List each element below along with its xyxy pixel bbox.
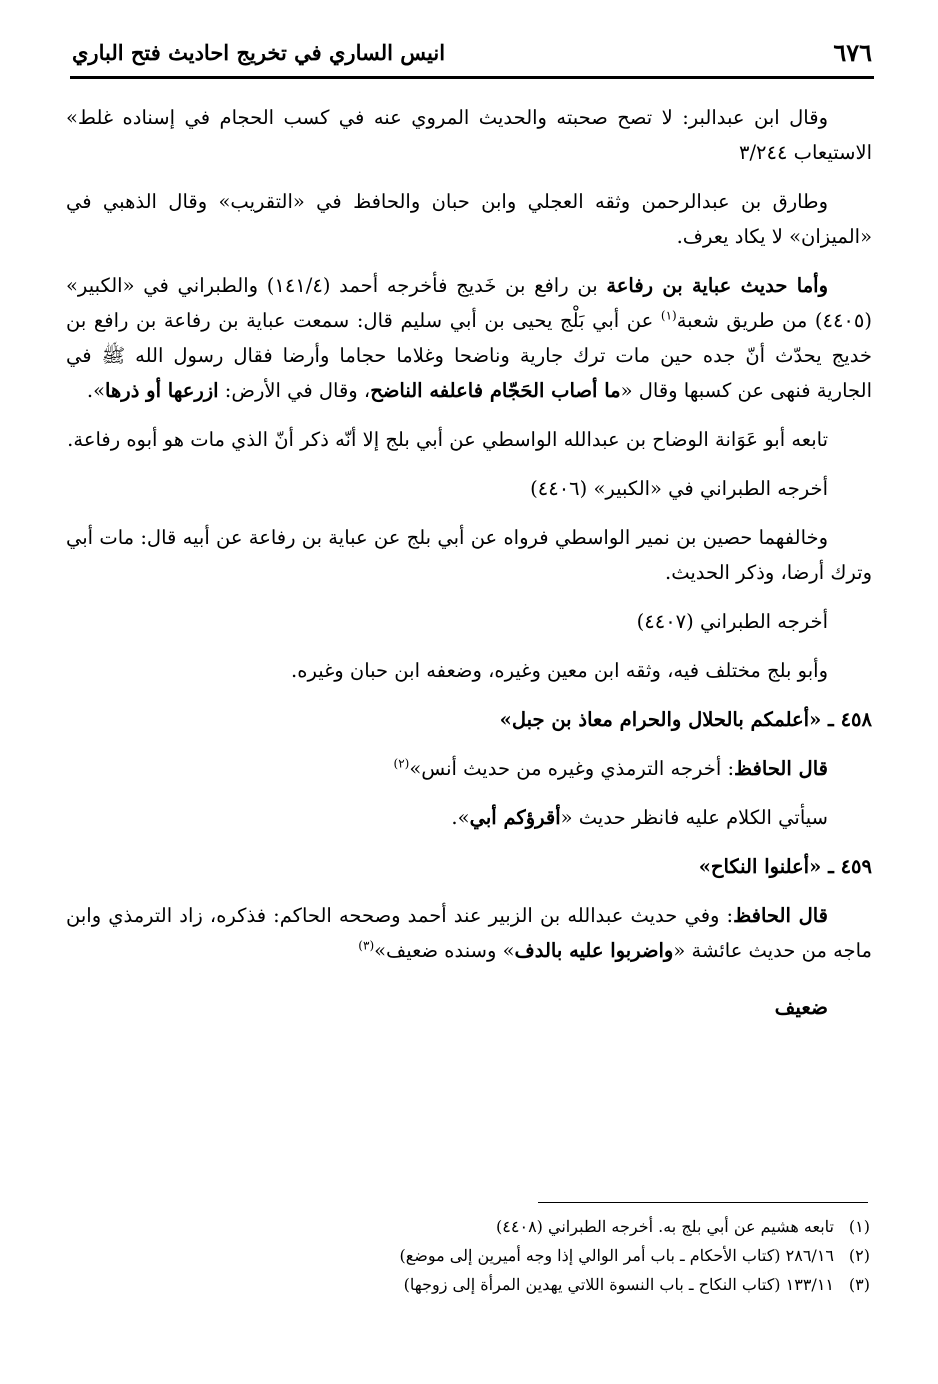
footnote-2 [64, 1241, 870, 1270]
footnote-number: (٢) [848, 1246, 870, 1265]
page-header [70, 34, 874, 79]
paragraph-10-bold-1: أقرؤكم أبي [469, 806, 561, 829]
paragraph-11-bold-1: واضربوا عليه بالدف [514, 939, 674, 962]
paragraph-8: وأبو بلج مختلف فيه، وثقه ابن معين وغيره، وضعفه ابن حبان وغيره. [291, 659, 828, 682]
page-number: ٦٧٦ [833, 38, 872, 67]
paragraph-3-text-2: عن أبي بَلْج يحيى بن أبي سليم قال: سمعت عباية بن رفاعة بن رافع بن خديج يحدّث أنّ جده حين مات ترك جارية وناضحا وغلاما حجاما وأرضا فقال رسول الله ﷺ في الجارية فنهى عن كسبها وقال « [66, 309, 872, 402]
paragraph-3-text-4: ». [86, 379, 106, 402]
footnote-text: ١٣٣/١١ (كتاب النكاح ـ باب النسوة اللاتي يهدين المرأة إلى زوجها) [403, 1275, 834, 1294]
paragraph-6: وخالفهما حصين بن نمير الواسطي فرواه عن أبي بلج عن عباية بن رفاعة عن أبيه قال: مات أبي وترك أرضا، وذكر الحديث. [66, 526, 872, 584]
paragraph-3-bold-1: ما أصاب الحَجّام فاعلفه الناضح [370, 379, 621, 402]
paragraph-11-lead: قال الحافظ [733, 904, 828, 927]
paragraph-9-lead: قال الحافظ [734, 757, 828, 780]
paragraph-9-text-1: : أخرجه الترمذي وغيره من حديث أنس» [409, 757, 735, 780]
footnote-text: تابعه هشيم عن أبي بلج به. أخرجه الطبراني (٤٤٠٨) [496, 1217, 834, 1236]
paragraph-10-text-2: ». [451, 806, 470, 829]
paragraph-11 [66, 898, 872, 968]
footnote-ref-3[interactable]: (٣) [358, 938, 375, 953]
footnote-text: ٢٨٦/١٦ (كتاب الأحكام ـ باب أمر الوالي إذا وجه أميرين إلى موضع) [399, 1246, 834, 1265]
hadith-entry-458: ٤٥٨ ـ «أعلمكم بالحلال والحرام معاذ بن جبل» [499, 708, 872, 731]
paragraph-3 [66, 268, 872, 408]
paragraph-1: وقال ابن عبدالبر: لا تصح صحبته والحديث المروي عنه في كسب الحجام في إسناده غلط» الاستيعاب ٣/٢٤٤ [66, 106, 872, 164]
paragraph-2: وطارق بن عبدالرحمن وثقه العجلي وابن حبان والحافظ في «التقريب» وقال الذهبي في «الميزان» لا يكاد يعرف. [66, 190, 872, 248]
footnote-3 [64, 1270, 870, 1299]
footnote-number: (١) [848, 1217, 870, 1236]
paragraph-3-text-3: ، وقال في الأرض: [218, 379, 371, 402]
paragraph-10-text-1: سيأتي الكلام عليه فانظر حديث « [560, 806, 828, 829]
paragraph-3-text-1: بن رافع بن خَديج فأخرجه أحمد (١٤١/٤) والطبراني في «الكبير» (٤٤٠٥) من طريق شعبة [66, 274, 872, 332]
verdict: ضعيف [774, 995, 828, 1019]
paragraph-3-bold-2: ازرعها أو ذرها [105, 379, 219, 402]
paragraph-4: تابعه أبو عَوَانة الوضاح بن عبدالله الواسطي عن أبي بلج إلا أنّه ذكر أنّ الذي مات هو أبوه رفاعة. [67, 428, 828, 451]
paragraph-11-text-1: : وفي حديث عبدالله بن الزبير عند أحمد وصححه الحاكم: فذكره، زاد الترمذي وابن ماجه من حديث عائشة « [66, 904, 872, 962]
footnote-ref-1[interactable]: (١) [660, 308, 677, 323]
paragraph-7: أخرجه الطبراني (٤٤٠٧) [636, 610, 828, 633]
paragraph-3-lead: وأما حديث عباية بن رفاعة [606, 274, 828, 297]
paragraph-5: أخرجه الطبراني في «الكبير» (٤٤٠٦) [530, 477, 828, 500]
footnotes [64, 1212, 870, 1299]
hadith-entry-459: ٤٥٩ ـ «أعلنوا النكاح» [698, 855, 872, 878]
main-text [66, 100, 872, 1025]
footnote-number: (٣) [848, 1275, 870, 1294]
running-title: انيس الساري في تخريج احاديث فتح الباري [72, 40, 446, 65]
paragraph-9 [66, 751, 872, 786]
paragraph-11-text-2: » وسنده ضعيف» [374, 939, 515, 962]
footnote-1 [64, 1212, 870, 1241]
footnote-ref-2[interactable]: (٢) [393, 756, 410, 771]
footnote-divider [538, 1202, 868, 1203]
paragraph-10 [66, 800, 872, 835]
